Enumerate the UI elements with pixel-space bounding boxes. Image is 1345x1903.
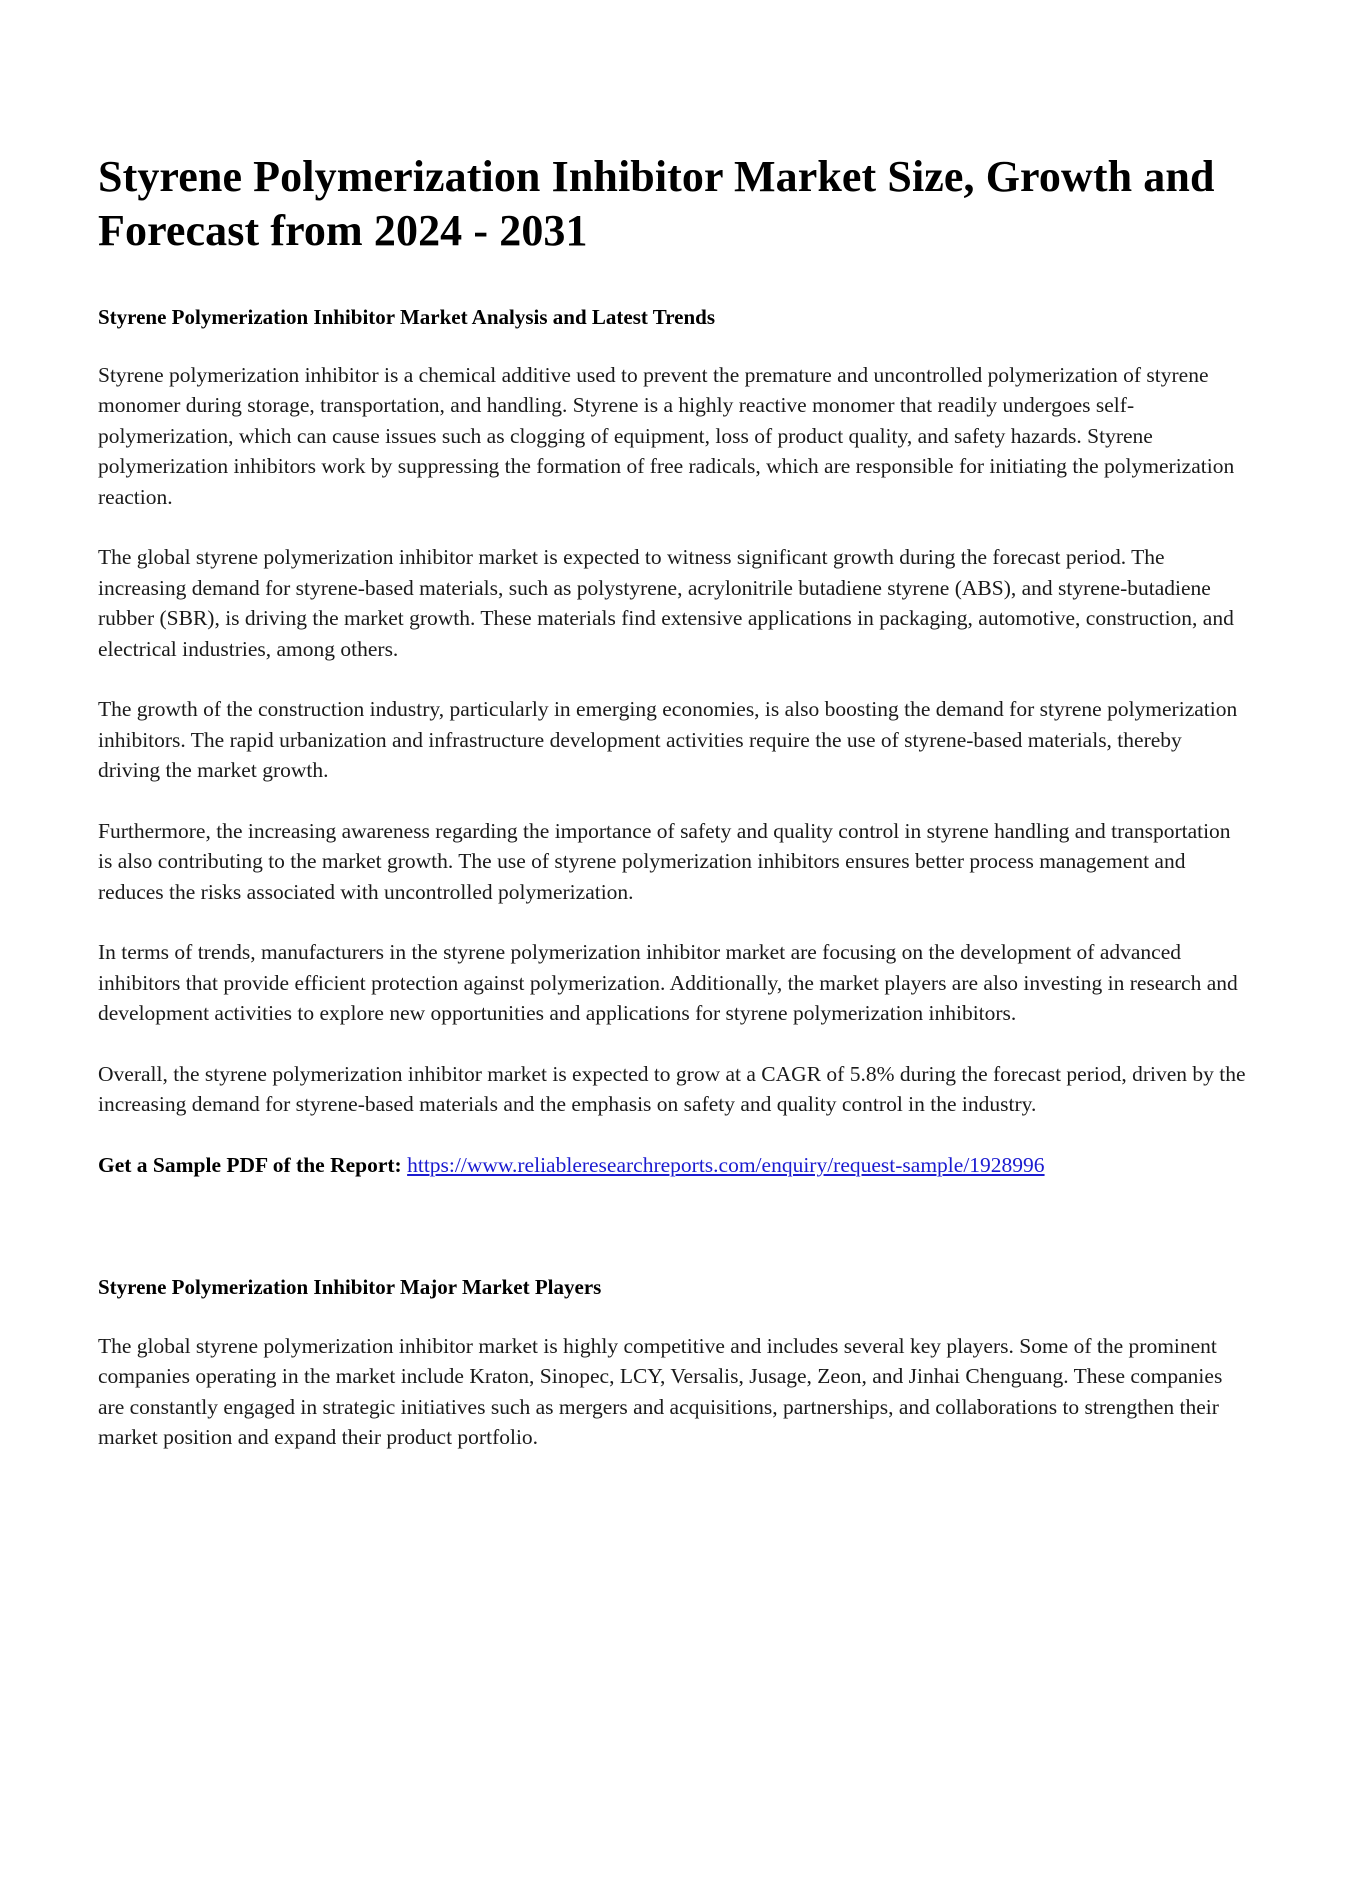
paragraph-definition: Styrene polymerization inhibitor is a chemical additive used to prevent the premature and uncontrolled polymerization of styrene monomer during storage, transportation, and handling. Styrene is a highly reactive monomer that readily undergoes self-polymerization, which can cause issues such as clogging of equipment, loss of product quality, and safety hazards. Styrene polymerization inhibitors work by suppressing the formation of free radicals, which are responsible for initiating the polymerization reaction.	[98, 362, 1235, 509]
section-spacer	[98, 1211, 1247, 1273]
section-heading-major-market-players: Styrene Polymerization Inhibitor Major Market Players	[98, 1274, 602, 1299]
paragraph-key-players: The global styrene polymerization inhibitor market is highly competitive and includes several key players. Some of the prominent companies operating in the market include Kraton, Sinopec, LCY, Versalis, Jusage, Zeon, and Jinhai Chenguang. These companies are constantly engaged in strategic initiatives such as mergers and acquisitions, partnerships, and collaborations to strengthen their market position and expand their product portfolio.	[98, 1333, 1223, 1450]
paragraph-safety-awareness: Furthermore, the increasing awareness regarding the importance of safety and quality control in styrene handling and transportation is also contributing to the market growth. The use of styrene polymerization inhibitors ensures better process management and reduces the risks associated with uncontrolled polymerization.	[98, 818, 1231, 904]
paragraph-construction-industry: The growth of the construction industry, particularly in emerging economies, is also boosting the demand for styrene polymerization inhibitors. The rapid urbanization and infrastructure development activities require the use of styrene-based materials, thereby driving the market growth.	[98, 697, 1238, 783]
sample-pdf-line	[98, 1150, 1247, 1181]
sample-pdf-label: Get a Sample PDF of the Report:	[98, 1153, 402, 1177]
sample-pdf-link[interactable]: https://www.reliableresearchreports.com/enquiry/request-sample/1928996	[407, 1153, 1045, 1177]
paragraph-cagr-summary: Overall, the styrene polymerization inhibitor market is expected to grow at a CAGR of 5.8% during the forecast period, driven by the increasing demand for styrene-based materials and the emphasis on safety and quality control in the industry.	[98, 1061, 1246, 1117]
section-heading-market-analysis: Styrene Polymerization Inhibitor Market Analysis and Latest Trends	[98, 305, 715, 330]
paragraph-trends: In terms of trends, manufacturers in the styrene polymerization inhibitor market are focusing on the development of advanced inhibitors that provide efficient protection against polymerization. Additionally, the market players are also investing in research and development activities to explore new opportunities and applications for styrene polymerization inhibitors.	[98, 940, 1238, 1026]
paragraph-global-market-growth: The global styrene polymerization inhibitor market is expected to witness significant growth during the forecast period. The increasing demand for styrene-based materials, such as polystyrene, acrylonitrile butadiene styrene (ABS), and styrene-butadiene rubber (SBR), is driving the market growth. These materials find extensive applications in packaging, automotive, construction, and electrical industries, among others.	[98, 545, 1234, 661]
page-title: Styrene Polymerization Inhibitor Market Size, Growth and Forecast from 2024 - 2031	[98, 152, 1215, 255]
